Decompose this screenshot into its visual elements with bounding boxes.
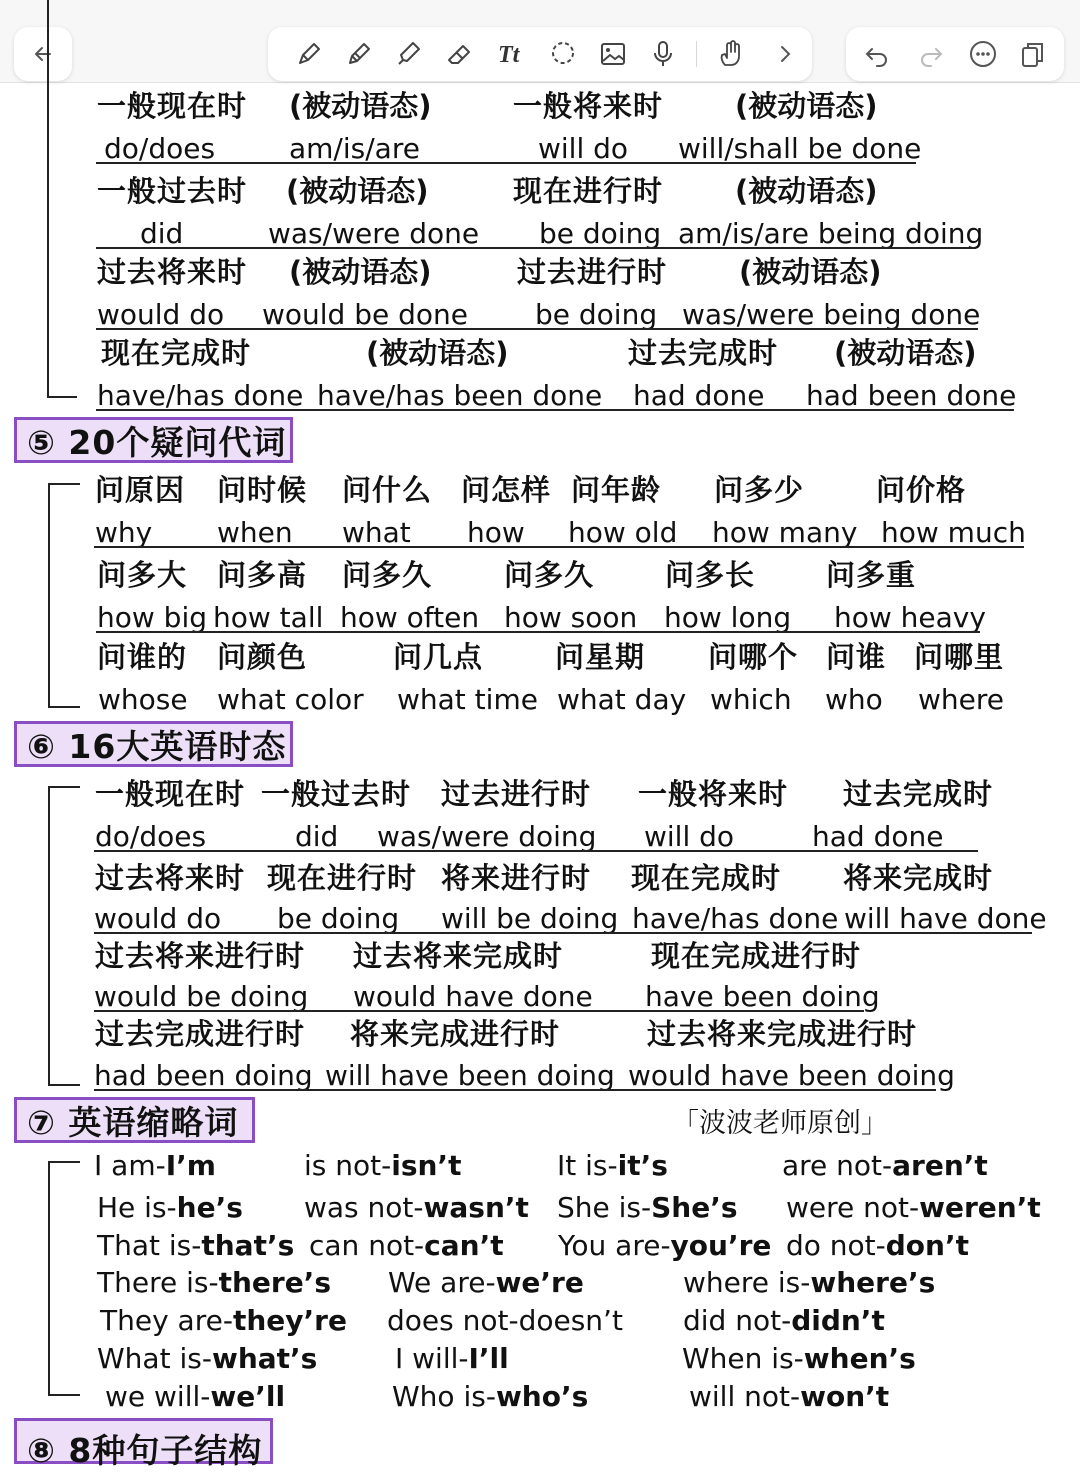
underline	[94, 546, 1024, 548]
action-palette	[846, 27, 1064, 81]
contraction-item: There is-there’s	[97, 1266, 331, 1299]
image-icon[interactable]	[590, 27, 636, 81]
passive-label: (被动语态)	[834, 336, 977, 370]
tense-label: 一般过去时	[97, 174, 248, 208]
tense-form: do/does	[95, 820, 207, 853]
tense-form: would do	[94, 902, 222, 935]
question-meaning: 问多久	[342, 558, 433, 592]
tense-form: will do	[644, 820, 735, 853]
question-word: why	[95, 516, 153, 549]
section-heading	[14, 1097, 255, 1143]
contraction-item: did not-didn’t	[683, 1304, 885, 1337]
tense-form: have/has done	[97, 379, 304, 412]
highlighter-icon[interactable]	[386, 27, 432, 81]
back-button[interactable]	[14, 27, 72, 81]
tense-label: 过去完成进行时	[95, 1017, 306, 1051]
question-meaning: 问哪个	[708, 640, 799, 674]
question-meaning: 问年龄	[571, 473, 662, 507]
pencil-icon[interactable]	[336, 27, 382, 81]
question-word: how much	[881, 516, 1026, 549]
question-word: how soon	[504, 601, 638, 634]
tense-label: 一般将来时	[638, 777, 789, 811]
contraction-item: We are-we’re	[388, 1266, 584, 1299]
bracket-top	[48, 786, 80, 788]
passive-label: (被动语态)	[289, 89, 432, 123]
tense-form: had done	[633, 379, 765, 412]
question-meaning: 问多长	[665, 558, 756, 592]
tool-palette	[268, 27, 812, 81]
tense-form: would do	[97, 298, 225, 331]
underline	[96, 328, 978, 330]
tense-label: 现在进行时	[513, 174, 664, 208]
back-arrow-icon	[20, 27, 66, 81]
tense-form: will do	[538, 132, 629, 165]
question-word: what day	[557, 683, 687, 716]
question-word: how many	[712, 516, 858, 549]
tense-form: will have done	[844, 902, 1047, 935]
undo-icon[interactable]	[854, 27, 900, 81]
passive-form: have/has been done	[317, 379, 603, 412]
tense-label: 一般将来时	[513, 89, 664, 123]
tense-form: did	[140, 217, 184, 250]
text-tool-icon[interactable]	[488, 27, 534, 81]
question-meaning: 问多高	[217, 558, 308, 592]
tense-form: would have been doing	[628, 1059, 955, 1092]
contraction-item: will not-won’t	[689, 1380, 890, 1413]
tense-form: would have done	[353, 980, 593, 1013]
tense-label: 一般过去时	[261, 777, 412, 811]
question-word: how long	[664, 601, 792, 634]
tense-form: was/were doing	[377, 820, 597, 853]
contraction-item: You are-you’re	[558, 1229, 772, 1262]
passive-form: would be done	[262, 298, 469, 331]
contraction-item: It is-it’s	[557, 1149, 668, 1182]
passive-label: (被动语态)	[366, 336, 509, 370]
contraction-item: does not-doesn’t	[387, 1304, 623, 1337]
tense-label: 一般现在时	[95, 777, 246, 811]
question-word: what time	[397, 683, 538, 716]
contraction-item: He is-he’s	[97, 1191, 243, 1224]
eraser-icon[interactable]	[436, 27, 482, 81]
contraction-item: was not-wasn’t	[304, 1191, 529, 1224]
question-meaning: 问多重	[826, 558, 917, 592]
contraction-item: What is-what’s	[97, 1342, 318, 1375]
question-word: whose	[98, 683, 188, 716]
pen-icon[interactable]	[286, 27, 332, 81]
contraction-item: do not-don’t	[786, 1229, 969, 1262]
chevron-right-icon[interactable]	[762, 27, 808, 81]
bracket-foot	[48, 1084, 80, 1086]
bracket-foot	[48, 706, 80, 708]
passive-form: was/were being done	[682, 298, 981, 331]
passive-label: (被动语态)	[735, 174, 878, 208]
tense-form: do/does	[104, 132, 216, 165]
svg-text:Tt: Tt	[498, 42, 520, 68]
question-word: how big	[97, 601, 208, 634]
contraction-item: are not-aren’t	[782, 1149, 988, 1182]
question-word: when	[217, 516, 293, 549]
passive-label: (被动语态)	[286, 174, 429, 208]
tense-form: will have been doing	[325, 1059, 615, 1092]
tense-label: 将来进行时	[441, 861, 592, 895]
question-word: how tall	[213, 601, 324, 634]
question-word: who	[825, 683, 883, 716]
underline	[96, 631, 980, 633]
contraction-item: Who is-who’s	[392, 1380, 589, 1413]
tense-form: be doing	[535, 298, 658, 331]
underline	[96, 247, 976, 249]
question-meaning: 问多少	[714, 473, 805, 507]
question-meaning: 问几点	[393, 640, 484, 674]
contraction-item: When is-when’s	[682, 1342, 916, 1375]
question-meaning: 问时候	[217, 473, 308, 507]
tense-form: had done	[812, 820, 944, 853]
section-heading	[14, 1418, 273, 1470]
tense-label: 过去完成时	[628, 336, 779, 370]
passive-form: had been done	[806, 379, 1017, 412]
tense-form: would be doing	[94, 980, 309, 1013]
question-meaning: 问怎样	[461, 473, 552, 507]
passive-form: will/shall be done	[678, 132, 922, 165]
tense-label: 过去进行时	[517, 255, 668, 289]
contraction-item: were not-weren’t	[786, 1191, 1041, 1224]
tense-label: 过去完成时	[843, 777, 994, 811]
tense-label: 现在完成进行时	[651, 939, 862, 973]
question-word: which	[710, 683, 792, 716]
section-title: ⑧ 8种句子结构	[27, 1431, 263, 1470]
tense-form: have/has done	[632, 902, 839, 935]
question-word: how heavy	[834, 601, 986, 634]
passive-form: am/is/are	[289, 132, 420, 165]
contraction-item: where is-where’s	[683, 1266, 936, 1299]
hand-draw-icon[interactable]	[708, 27, 754, 81]
tense-label: 现在完成时	[101, 336, 252, 370]
question-meaning: 问多久	[504, 558, 595, 592]
bracket-line	[48, 786, 50, 1085]
tense-label: 一般现在时	[97, 89, 248, 123]
question-meaning: 问价格	[876, 473, 967, 507]
question-word: how often	[340, 601, 480, 634]
question-word: how old	[568, 516, 678, 549]
bracket-foot	[48, 1394, 80, 1396]
tense-label: 现在完成时	[631, 861, 782, 895]
question-meaning: 问谁	[826, 640, 887, 674]
bracket-top	[48, 483, 80, 485]
question-meaning: 问什么	[342, 473, 433, 507]
question-word: how	[467, 516, 525, 549]
lasso-icon[interactable]	[540, 27, 586, 81]
tense-label: 现在进行时	[267, 861, 418, 895]
question-meaning: 问原因	[95, 473, 186, 507]
contraction-item: That is-that’s	[97, 1229, 295, 1262]
contraction-item: I am-I’m	[94, 1149, 216, 1182]
bracket-top	[48, 1161, 80, 1163]
tense-label: 过去将来进行时	[95, 939, 306, 973]
section-heading	[14, 721, 293, 767]
underline	[94, 1010, 864, 1012]
underline	[96, 409, 1014, 411]
tense-form: did	[295, 820, 339, 853]
tense-label: 过去将来完成时	[353, 939, 564, 973]
tense-form: will be doing	[441, 902, 619, 935]
tense-label: 过去进行时	[441, 777, 592, 811]
underline	[94, 932, 1032, 934]
section-heading	[14, 417, 293, 463]
tense-label: 过去将来完成进行时	[647, 1017, 918, 1051]
bracket-foot	[47, 396, 77, 398]
underline	[96, 162, 916, 164]
tense-label: 将来完成时	[843, 861, 994, 895]
section-title: ⑦ 英语缩略词	[27, 1102, 239, 1142]
bracket-line	[48, 483, 50, 707]
question-meaning: 问颜色	[217, 640, 308, 674]
question-word: what color	[217, 683, 364, 716]
question-meaning: 问多大	[97, 558, 188, 592]
contraction-item: we will-we’ll	[105, 1380, 286, 1413]
question-meaning: 问哪里	[914, 640, 1005, 674]
contraction-item: She is-She’s	[557, 1191, 738, 1224]
microphone-icon[interactable]	[640, 27, 686, 81]
question-meaning: 问星期	[555, 640, 646, 674]
contraction-item: can not-can’t	[309, 1229, 504, 1262]
tense-label: 将来完成进行时	[350, 1017, 561, 1051]
contraction-item: I will-I’ll	[395, 1342, 509, 1375]
passive-label: (被动语态)	[739, 255, 882, 289]
contraction-item: They are-they’re	[100, 1304, 347, 1337]
tense-form: had been doing	[94, 1059, 313, 1092]
bracket-line	[47, 0, 49, 397]
tense-form: be doing	[539, 217, 662, 250]
underline	[94, 850, 978, 852]
section-title: ⑥ 16大英语时态	[27, 726, 287, 766]
passive-label: (被动语态)	[735, 89, 878, 123]
question-meaning: 问谁的	[97, 640, 188, 674]
tense-label: 过去将来时	[97, 255, 248, 289]
passive-form: am/is/are being doing	[678, 217, 984, 250]
question-word: where	[918, 683, 1004, 716]
pages-icon[interactable]	[1010, 27, 1056, 81]
question-word: what	[342, 516, 411, 549]
section-title: ⑤ 20个疑问代词	[27, 422, 287, 462]
contraction-item: is not-isn’t	[304, 1149, 462, 1182]
author-credit: 「波波老师原创」	[672, 1108, 888, 1139]
redo-icon[interactable]	[908, 27, 954, 81]
underline	[94, 1089, 936, 1091]
tense-label: 过去将来时	[95, 861, 246, 895]
passive-label: (被动语态)	[289, 255, 432, 289]
more-icon[interactable]	[960, 27, 1006, 81]
tense-form: have been doing	[645, 980, 880, 1013]
passive-form: was/were done	[268, 217, 480, 250]
tense-form: be doing	[277, 902, 400, 935]
bracket-line	[48, 1161, 50, 1395]
